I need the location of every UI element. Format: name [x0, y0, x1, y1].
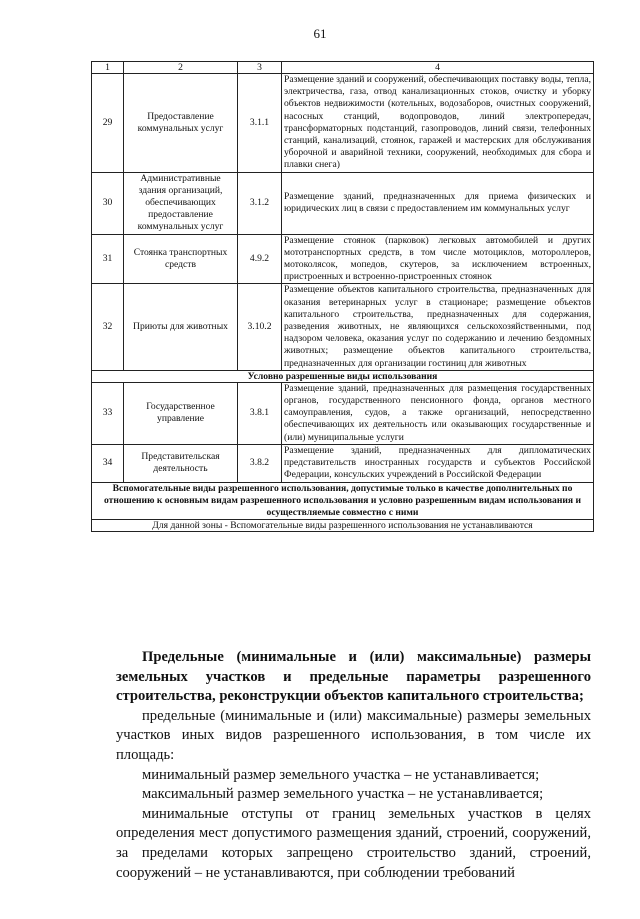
row-number: 31 [92, 234, 124, 284]
table-row [92, 444, 594, 482]
use-type-code: 3.10.2 [238, 284, 282, 370]
row-number: 32 [92, 284, 124, 370]
header-cell-2: 2 [124, 62, 238, 74]
row-number: 30 [92, 172, 124, 234]
use-type-name: Государственное управление [124, 382, 238, 444]
use-type-description: Размещение зданий, предназначенных для приема физических и юридических лиц в связи с предоставлением им коммунальных услуг [282, 172, 594, 234]
row-number: 34 [92, 444, 124, 482]
use-type-code: 3.1.1 [238, 74, 282, 173]
paragraph: минимальный размер земельного участка – не устанавливается; [142, 766, 540, 783]
section-heading: Предельные (минимальные и (или) максимальные) размеры земельных участков и предельные параметры разрешенного строительства, реконструкции объектов капитального строительства; [116, 649, 591, 705]
auxiliary-note-row [92, 519, 594, 531]
use-type-name: Административные здания организаций, обеспечивающих предоставление коммунальных услуг [124, 172, 238, 234]
use-type-name: Представительская деятельность [124, 444, 238, 482]
use-type-code: 3.1.2 [238, 172, 282, 234]
table-row [92, 382, 594, 444]
permitted-use-table [91, 61, 594, 532]
table-row [92, 74, 594, 173]
use-type-description: Размещение стоянок (парковок) легковых автомобилей и других мототранспортных средств, в том числе мотоциклов, мотороллеров, мотоколясок, мопедов, скутеров, за исключением встроенных, пристроенных и встроенно-пристроенных стоянок [282, 234, 594, 284]
auxiliary-section-row [92, 482, 594, 519]
paragraph: предельные (минимальные и (или) максимальные) размеры земельных участков иных видов разрешенного использования, в том числе их площадь: [116, 707, 591, 763]
auxiliary-note: Для данной зоны - Вспомогательные виды разрешенного использования не устанавливаются [92, 519, 594, 531]
use-type-description: Размещение зданий и сооружений, обеспечивающих поставку воды, тепла, электричества, газа, отвод канализационных стоков, очистку и уборку объектов недвижимости (котельных, водозаборов, очистных сооружений, насосных станций, водопроводов, линий электропередач, трансформаторных подстанций, газопроводов, линий связи, телефонных станций, канализаций, стоянок, гаражей и мастерских для обслуживания уборочной и аварийной техники, сооружений, необходимых для сбора и плавки снега) [282, 74, 594, 173]
header-cell-1: 1 [92, 62, 124, 74]
row-number: 29 [92, 74, 124, 173]
page-number: 61 [313, 26, 327, 41]
auxiliary-section-heading: Вспомогательные виды разрешенного использования, допустимые только в качестве дополнительных по отношению к основным видам разрешенного использования и условно разрешенным видам использования и осуществляемые совместно с ними [92, 482, 594, 519]
table-row [92, 234, 594, 284]
use-type-description: Размещение объектов капитального строительства, предназначенных для оказания ветеринарных услуг в стационаре; размещение объектов капитального строительства, предназначенных для содержания, разведения животных, не являющихся сельскохозяйственными, под надзором человека, оказания услуг по содержанию и лечению бездомных животных; размещение объектов капитального строительства, предназначенных для организации гостиниц для животных [282, 284, 594, 370]
use-type-description: Размещение зданий, предназначенных для дипломатических представительств иностранных государств и субъектов Российской Федерации, консульских учреждений в Российской Федерации [282, 444, 594, 482]
table-row [92, 284, 594, 370]
use-type-code: 3.8.1 [238, 382, 282, 444]
paragraph: максимальный размер земельного участка – не устанавливается; [142, 786, 544, 803]
conditional-section-row [92, 370, 594, 382]
header-cell-4: 4 [282, 62, 594, 74]
use-type-code: 3.8.2 [238, 444, 282, 482]
use-type-name: Стоянка транспортных средств [124, 234, 238, 284]
row-number: 33 [92, 382, 124, 444]
use-type-description: Размещение зданий, предназначенных для размещения государственных органов, государственного пенсионного фонда, органов местного самоуправления, судов, а также организаций, непосредственно обеспечивающих их деятельность или оказывающих государственные и (или) муниципальные услуги [282, 382, 594, 444]
use-type-name: Предоставление коммунальных услуг [124, 74, 238, 173]
body-text [116, 648, 591, 883]
table-header-row [92, 62, 594, 74]
use-type-name: Приюты для животных [124, 284, 238, 370]
use-type-code: 4.9.2 [238, 234, 282, 284]
header-cell-3: 3 [238, 62, 282, 74]
paragraph: минимальные отступы от границ земельных участков в целях определения мест допустимого размещения зданий, строений, сооружений, за пределами которых запрещено строительство зданий, строений, сооружений – не устанавливаются, при соблюдении требований [116, 805, 591, 881]
table-row [92, 172, 594, 234]
conditional-section-heading: Условно разрешенные виды использования [92, 370, 594, 382]
